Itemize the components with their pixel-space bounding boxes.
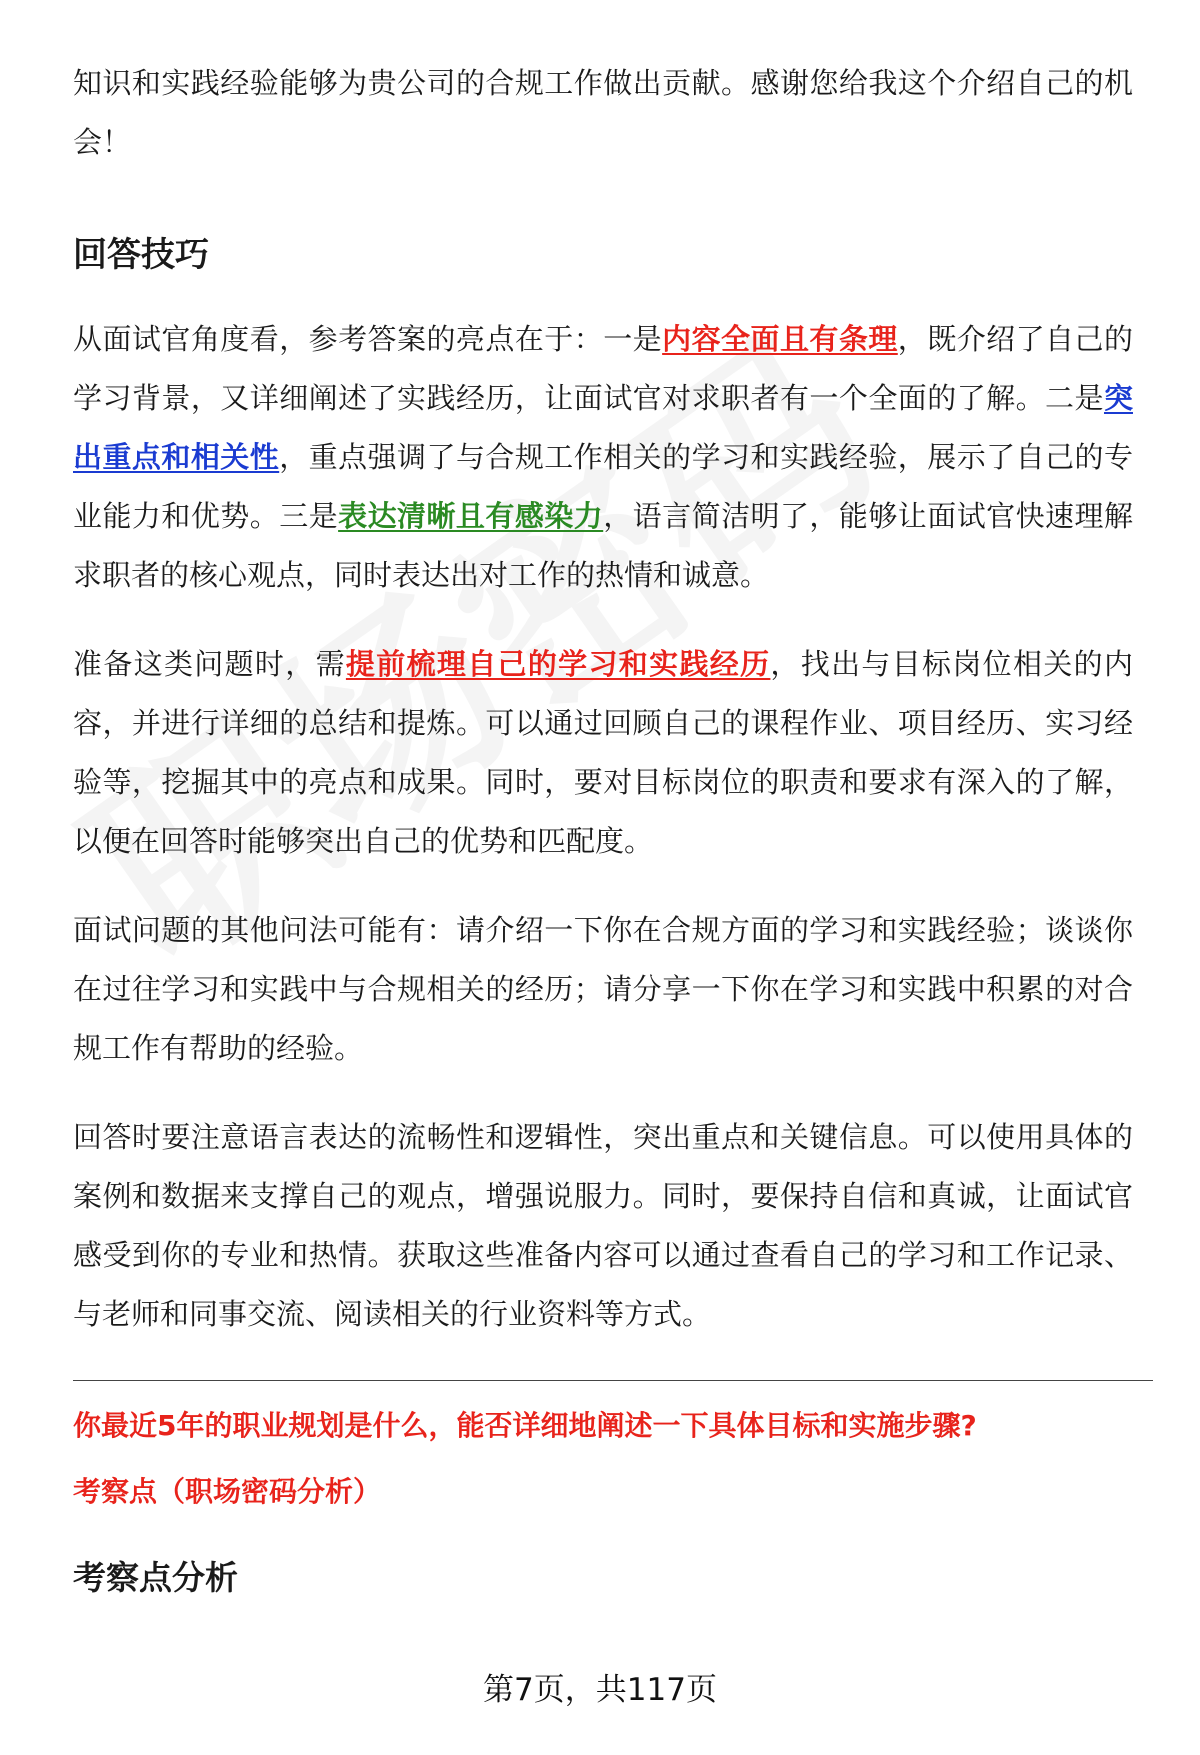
analysis-heading: 考察点分析 <box>73 1558 238 1597</box>
tips-p1-text-a: 从面试官角度看，参考答案的亮点在于：一是 <box>73 322 663 356</box>
tips-paragraph-4: 回答时要注意语言表达的流畅性和逻辑性，突出重点和关键信息。可以使用具体的案例和数据来支撑自己的观点，增强说服力。同时，要保持自信和真诚，让面试官感受到你的专业和热情。获取这些准备内容可以通过查看自己的学习和工作记录、与老师和同事交流、阅读相关的行业资料等方式。 <box>73 1120 1133 1331</box>
highlight-relevance: 突出重点和相关性 <box>73 381 1133 474</box>
highlight-prepare: 提前梳理自己的学习和实践经历 <box>345 647 771 681</box>
intro-paragraph: 知识和实践经验能够为贵公司的合规工作做出贡献。感谢您给我这个介绍自己的机会！ <box>73 66 1133 159</box>
next-question-subtitle: 考察点（职场密码分析） <box>73 1475 382 1508</box>
tips-paragraph-1 <box>73 310 1133 605</box>
tips-p1-text-b: ，既介绍了自己的学习背景，又详细阐述了实践经历，让面试官对求职者有一个全面的了解。二是 <box>73 322 1133 415</box>
tips-p1-text-c: ，重点强调了与合规工作相关的学习和实践经验，展示了自己的专业能力和优势。三是 <box>73 440 1133 533</box>
page-content <box>73 54 1133 1603</box>
tips-p1-text-d: ，语言简洁明了，能够让面试官快速理解求职者的核心观点，同时表达出对工作的热情和诚意。 <box>73 499 1133 592</box>
tips-heading: 回答技巧 <box>73 235 209 275</box>
tips-p2-text-a: 准备这类问题时，需 <box>73 647 346 681</box>
page-number: 第7页，共117页 <box>483 1672 717 1708</box>
highlight-expression: 表达清晰且有感染力 <box>338 499 604 533</box>
next-question: 你最近5年的职业规划是什么，能否详细地阐述一下具体目标和实施步骤? <box>73 1409 977 1442</box>
highlight-comprehensive: 内容全面且有条理 <box>662 322 898 356</box>
tips-p2-text-b: ，找出与目标岗位相关的内容，并进行详细的总结和提炼。可以通过回顾自己的课程作业、项目经历、实习经验等，挖掘其中的亮点和成果。同时，要对目标岗位的职责和要求有深入的了解，以便在回答时能够突出自己的优势和匹配度。 <box>73 647 1133 858</box>
tips-paragraph-2 <box>73 635 1133 871</box>
tips-paragraph-3: 面试问题的其他问法可能有：请介绍一下你在合规方面的学习和实践经验；谈谈你在过往学习和实践中与合规相关的经历；请分享一下你在学习和实践中积累的对合规工作有帮助的经验。 <box>73 913 1133 1065</box>
section-divider <box>73 1380 1153 1381</box>
